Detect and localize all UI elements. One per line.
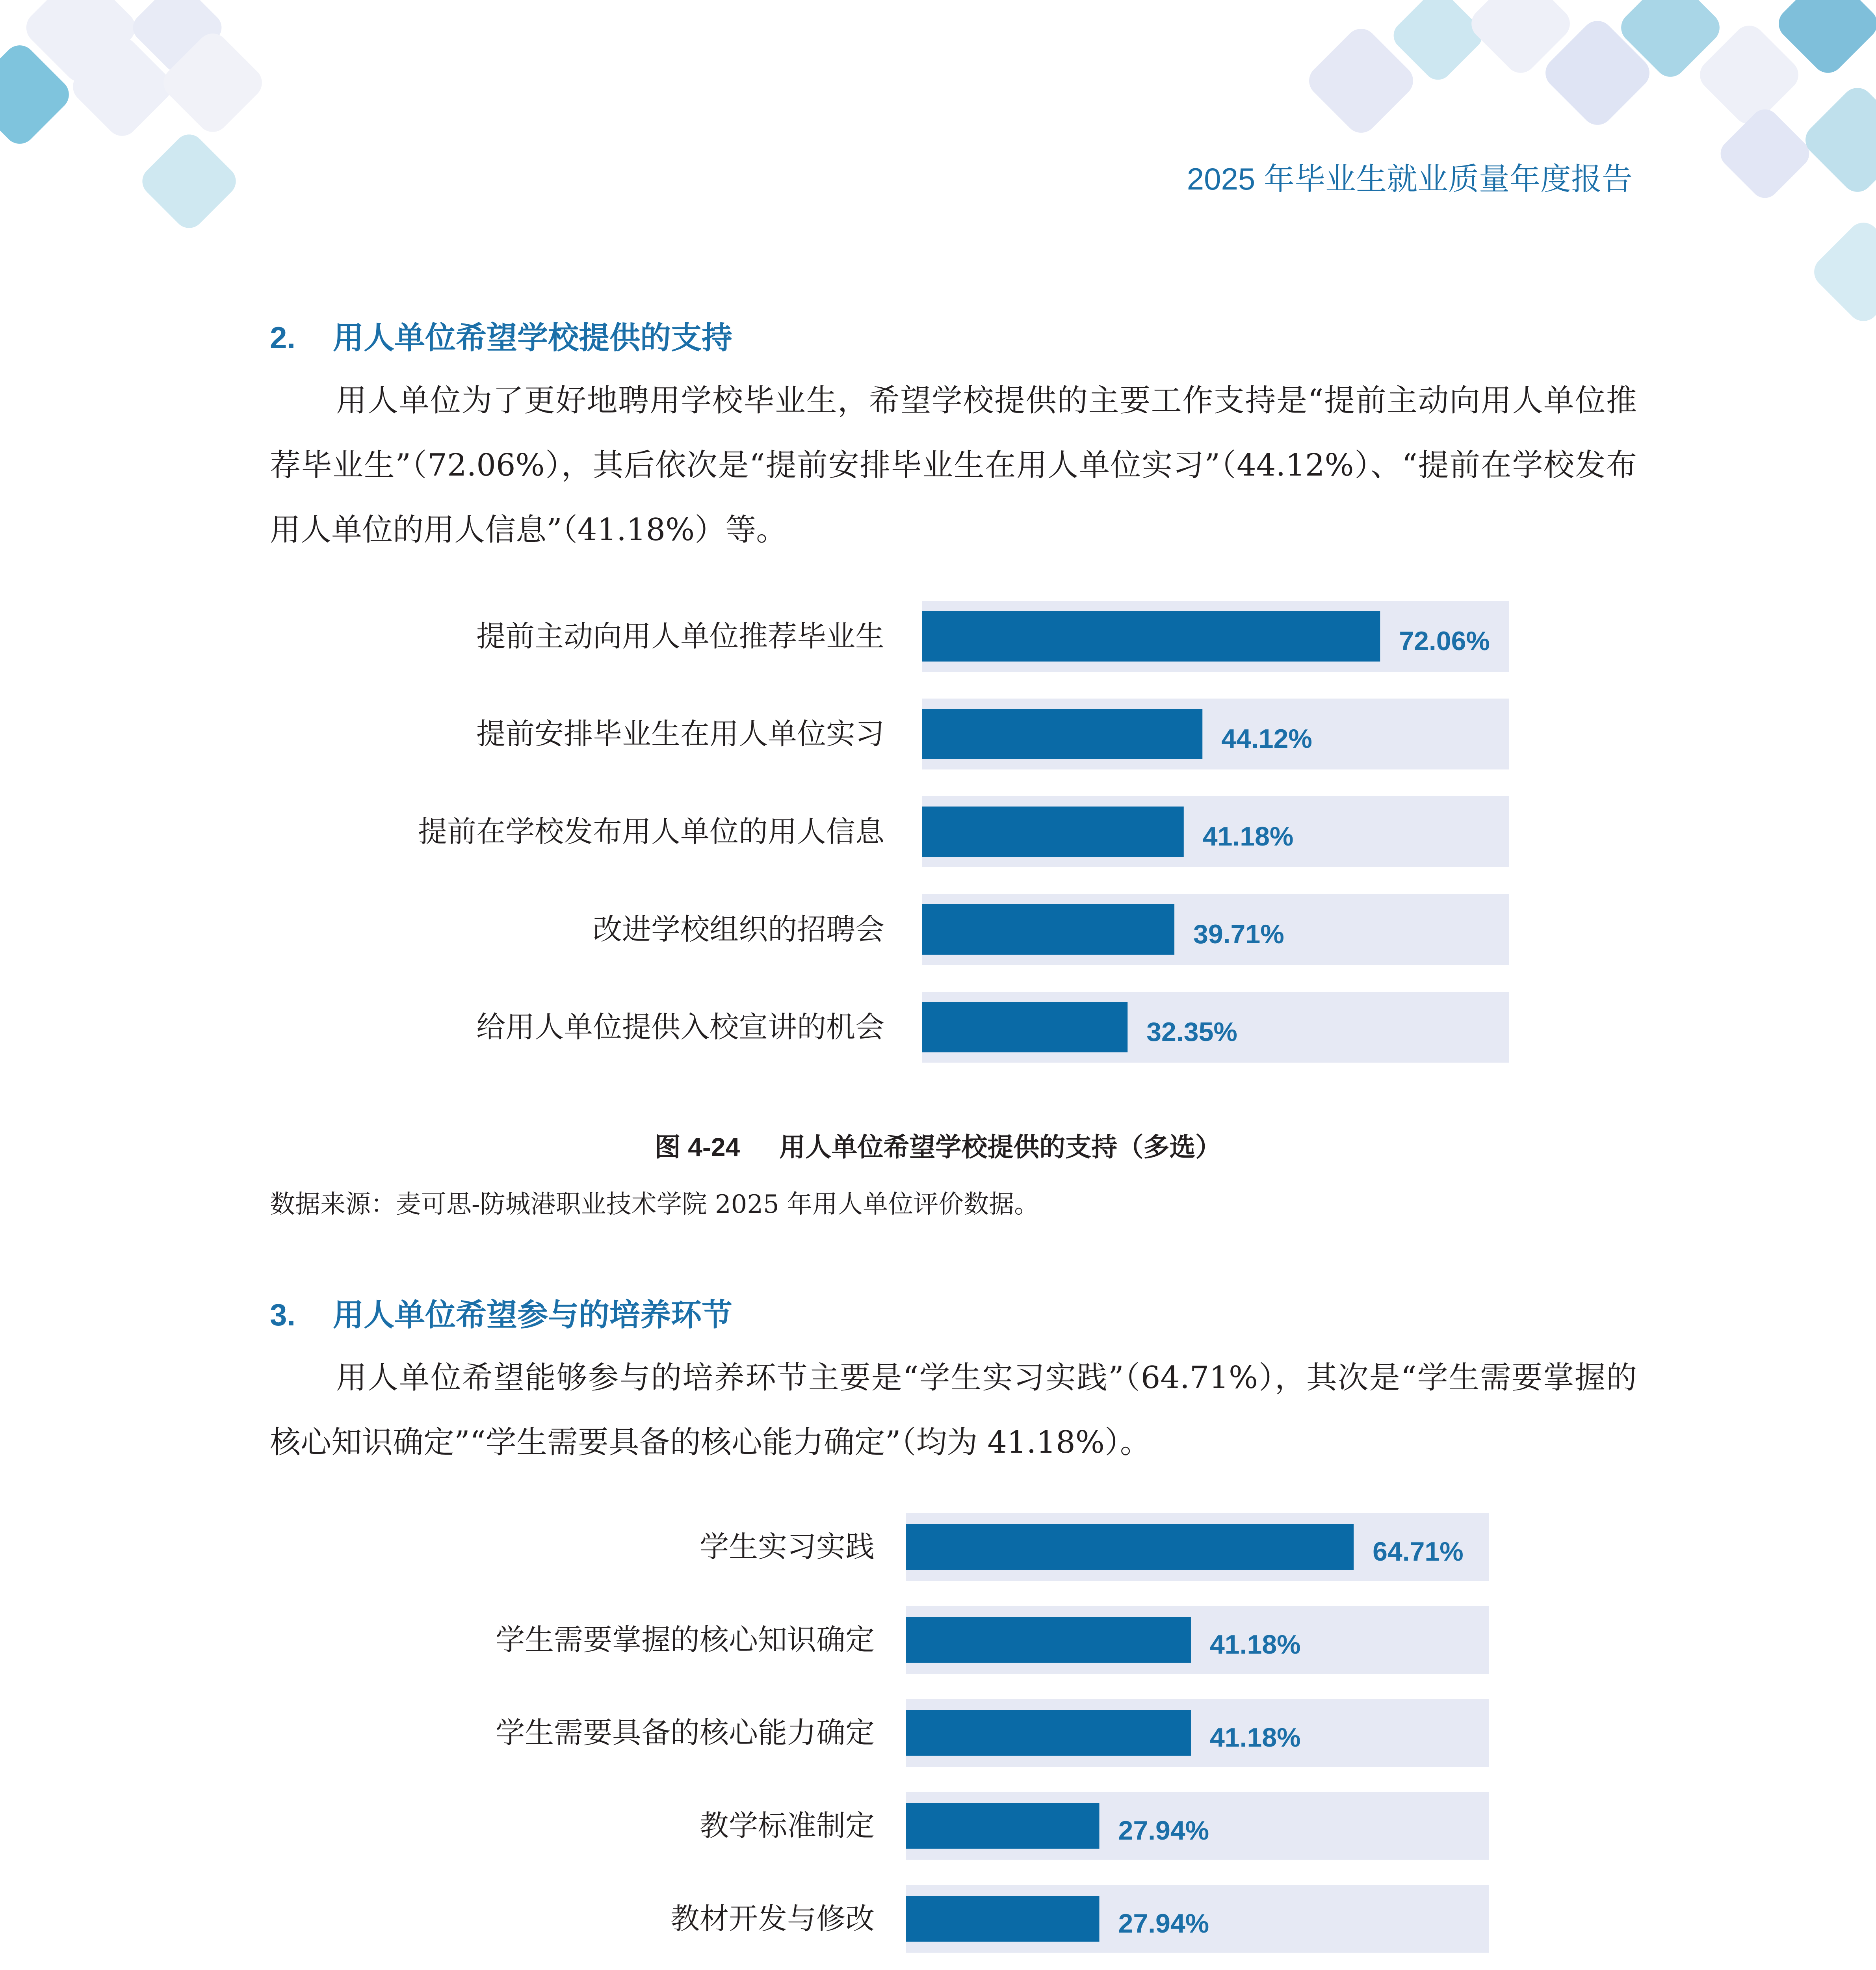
figure-title: 用人单位希望学校提供的支持（多选） [779,1132,1222,1162]
value-label: 44.12% [1221,724,1312,754]
section-heading-3 [270,1290,732,1334]
value-label: 64.71% [1373,1537,1464,1567]
category-label: 提前安排毕业生在用人单位实习 [476,717,884,751]
value-label: 27.94% [1118,1909,1209,1938]
bar [906,1617,1191,1663]
category-label: 学生需要具备的核心能力确定 [496,1716,875,1750]
value-label: 27.94% [1118,1816,1209,1845]
value-label: 72.06% [1399,626,1490,656]
category-label: 提前主动向用人单位推荐毕业生 [476,619,884,653]
bar [906,1803,1100,1849]
bar-chart-employer-support [355,601,1576,1074]
figure-number: 图 4-24 [654,1132,740,1162]
value-label: 39.71% [1193,919,1284,949]
value-label: 41.18% [1209,1630,1301,1660]
data-source-note: 数据来源：麦可思-防城港职业技术学院 2025 年用人单位评价数据。 [270,1190,1040,1219]
section-heading-2 [270,313,732,357]
category-label: 教材开发与修改 [671,1902,875,1936]
category-label: 教学标准制定 [700,1809,875,1843]
section-title: 用人单位希望学校提供的支持 [333,320,733,356]
section-paragraph-2: 用人单位为了更好地聘用学校毕业生，希望学校提供的主要工作支持是“提前主动向用人单位推荐毕业生”（72.06%），其后依次是“提前安排毕业生在用人单位实习”（44.12%）、“提前在学校发布用人单位的用人信息”（41.18%）等。 [270,383,1637,548]
value-label: 41.18% [1202,821,1294,851]
bar-chart-training-participation [355,1513,1576,1970]
section-paragraph-3: 用人单位希望能够参与的培养环节主要是“学生实习实践”（64.71%），其次是“学生需要掌握的核心知识确定”“学生需要具备的核心能力确定”（均为 41.18%）。 [270,1360,1637,1460]
section-title: 用人单位希望参与的培养环节 [333,1297,733,1333]
bar [922,904,1174,955]
figure-caption-4-24 [0,1126,1876,1163]
category-label: 学生需要掌握的核心知识确定 [496,1623,875,1657]
running-header: 2025 年毕业生就业质量年度报告 [1187,162,1633,196]
bar [922,709,1202,759]
category-label: 学生实习实践 [700,1530,875,1564]
bar [922,611,1380,662]
header-tiles-left [0,0,268,234]
bar [906,1710,1191,1756]
category-label: 提前在学校发布用人单位的用人信息 [418,815,884,849]
value-label: 41.18% [1209,1723,1301,1753]
category-label: 给用人单位提供入校宣讲的机会 [476,1010,884,1044]
bar [922,1002,1127,1052]
category-label: 改进学校组织的招聘会 [593,913,884,946]
bar [906,1896,1100,1942]
section-number: 2. [270,320,296,355]
section-number: 3. [270,1297,296,1332]
value-label: 32.35% [1146,1017,1237,1047]
bar [922,807,1184,857]
bar [906,1524,1354,1570]
